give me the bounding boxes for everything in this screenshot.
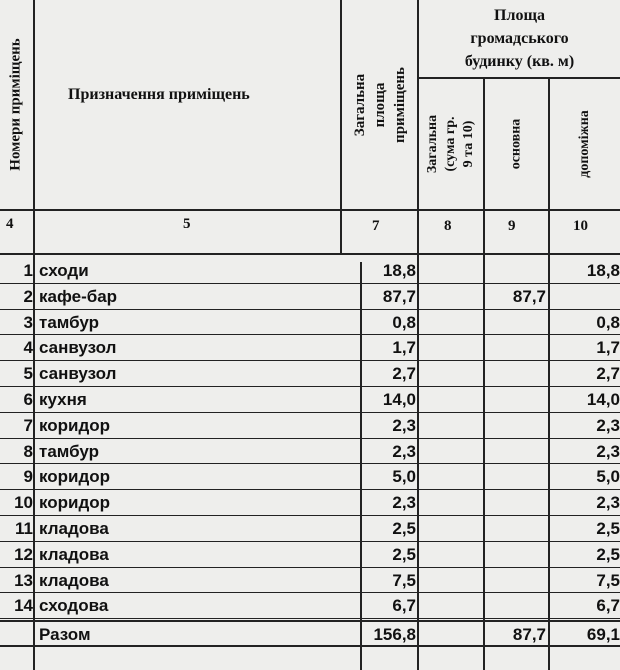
header-group-total: Загальна (сума гр. 9 та 10) xyxy=(425,114,476,174)
row-main-area xyxy=(488,593,546,618)
row-main-area xyxy=(488,490,546,515)
table-row xyxy=(0,310,620,335)
row-main-area xyxy=(488,568,546,593)
row-number: 3 xyxy=(23,312,33,332)
row-aux-area: 2,7 xyxy=(596,364,620,384)
row-main-area xyxy=(488,258,546,283)
row-number: 5 xyxy=(23,364,33,384)
row-aux-area: 2,3 xyxy=(596,441,620,461)
row-name: коридор xyxy=(39,493,111,513)
row-name: коридор xyxy=(39,415,111,435)
row-aux-area: 1,7 xyxy=(596,338,620,358)
row-total-area: 2,3 xyxy=(392,441,416,461)
table-row xyxy=(0,568,620,593)
table-row xyxy=(0,490,620,515)
table-row xyxy=(0,413,620,438)
row-aux-area: 14,0 xyxy=(586,390,620,409)
row-aux-area: 6,7 xyxy=(596,596,620,616)
row-name: санвузол xyxy=(39,364,117,384)
table-hline xyxy=(0,618,620,619)
row-main-area xyxy=(488,516,546,541)
row-total-area: 6,7 xyxy=(392,596,416,616)
summary-aux: 69,1 xyxy=(586,625,620,644)
row-main-area xyxy=(488,310,546,335)
row-total-area: 2,7 xyxy=(392,364,416,384)
table-row xyxy=(0,258,620,283)
row-name: санвузол xyxy=(39,338,117,358)
row-total-area: 2,5 xyxy=(392,519,416,538)
header-total-area: Загальна площа приміщень xyxy=(351,66,408,143)
row-name: коридор xyxy=(39,467,111,487)
row-number: 13 xyxy=(14,570,33,590)
column-number-10: 10 xyxy=(573,218,588,234)
column-number-4: 4 xyxy=(6,216,14,232)
row-name: кладова xyxy=(39,570,109,590)
table-row xyxy=(0,284,620,309)
row-aux-area: 2,5 xyxy=(596,544,620,564)
row-aux-area: 0,8 xyxy=(596,312,620,332)
row-main-area xyxy=(488,387,546,412)
row-name: тамбур xyxy=(39,312,100,332)
row-number: 9 xyxy=(23,467,33,487)
header-room-numbers: Номери приміщень xyxy=(8,38,24,171)
table-hline xyxy=(0,253,620,255)
column-number-8: 8 xyxy=(444,218,452,234)
row-name: кафе-бар xyxy=(39,286,118,306)
column-number-9: 9 xyxy=(508,218,516,234)
row-total-area: 87,7 xyxy=(382,286,416,306)
row-name: сходова xyxy=(39,596,109,616)
column-number-7: 7 xyxy=(372,218,380,234)
header-group-title-line1: Площа xyxy=(494,7,545,24)
table-row xyxy=(0,335,620,360)
column-number-5: 5 xyxy=(183,216,191,232)
row-main-area xyxy=(488,439,546,464)
row-aux-area xyxy=(555,284,620,309)
row-name: сходи xyxy=(39,261,89,280)
header-group-title-line3: будинку (кв. м) xyxy=(464,53,575,70)
table-row xyxy=(0,516,620,541)
row-number: 2 xyxy=(23,286,33,306)
row-aux-area: 2,3 xyxy=(596,415,620,435)
table-row xyxy=(0,464,620,489)
summary-total: 156,8 xyxy=(373,625,416,644)
row-main-area xyxy=(488,335,546,360)
row-main-area xyxy=(488,464,546,489)
row-number: 6 xyxy=(23,390,33,409)
row-total-area: 0,8 xyxy=(392,312,416,332)
row-number: 4 xyxy=(23,338,33,358)
summary-label: Разом xyxy=(39,625,91,644)
row-aux-area: 2,3 xyxy=(596,493,620,513)
table-row xyxy=(0,387,620,412)
row-total-area: 14,0 xyxy=(382,390,416,409)
row-main-area xyxy=(488,361,546,386)
row-total-area: 5,0 xyxy=(392,467,416,487)
row-aux-area: 18,8 xyxy=(586,261,620,280)
row-number: 8 xyxy=(23,441,33,461)
row-number: 1 xyxy=(23,261,33,280)
row-aux-area: 5,0 xyxy=(596,467,620,487)
summary-row xyxy=(0,622,620,647)
row-number: 14 xyxy=(14,596,33,616)
row-name: кухня xyxy=(39,390,87,409)
row-number: 11 xyxy=(15,519,33,538)
row-main-area xyxy=(488,542,546,567)
row-number: 10 xyxy=(14,493,33,513)
row-main-area: 87,7 xyxy=(512,286,546,306)
row-total-area: 2,3 xyxy=(392,415,416,435)
row-number: 7 xyxy=(23,415,33,435)
row-total-area: 7,5 xyxy=(392,570,416,590)
table-row xyxy=(0,439,620,464)
row-total-area: 1,7 xyxy=(392,338,416,358)
table-hline xyxy=(0,209,620,211)
row-main-area xyxy=(488,413,546,438)
header-group-title xyxy=(419,4,620,73)
header-group-title-line2: громадського xyxy=(470,30,569,47)
row-number: 12 xyxy=(14,544,33,564)
row-aux-area: 2,5 xyxy=(596,519,620,538)
row-aux-area: 7,5 xyxy=(596,570,620,590)
table-row xyxy=(0,542,620,567)
row-name: тамбур xyxy=(39,441,100,461)
table-row xyxy=(0,593,620,618)
table-row xyxy=(0,361,620,386)
row-name: кладова xyxy=(39,544,109,564)
header-main: основна xyxy=(508,118,524,170)
row-total-area: 2,3 xyxy=(392,493,416,513)
row-name: кладова xyxy=(39,519,109,538)
row-total-area: 18,8 xyxy=(382,261,416,280)
summary-main: 87,7 xyxy=(512,625,546,644)
header-aux: допоміжна xyxy=(577,110,592,178)
row-total-area: 2,5 xyxy=(392,544,416,564)
header-purpose: Призначення приміщень xyxy=(68,86,250,103)
